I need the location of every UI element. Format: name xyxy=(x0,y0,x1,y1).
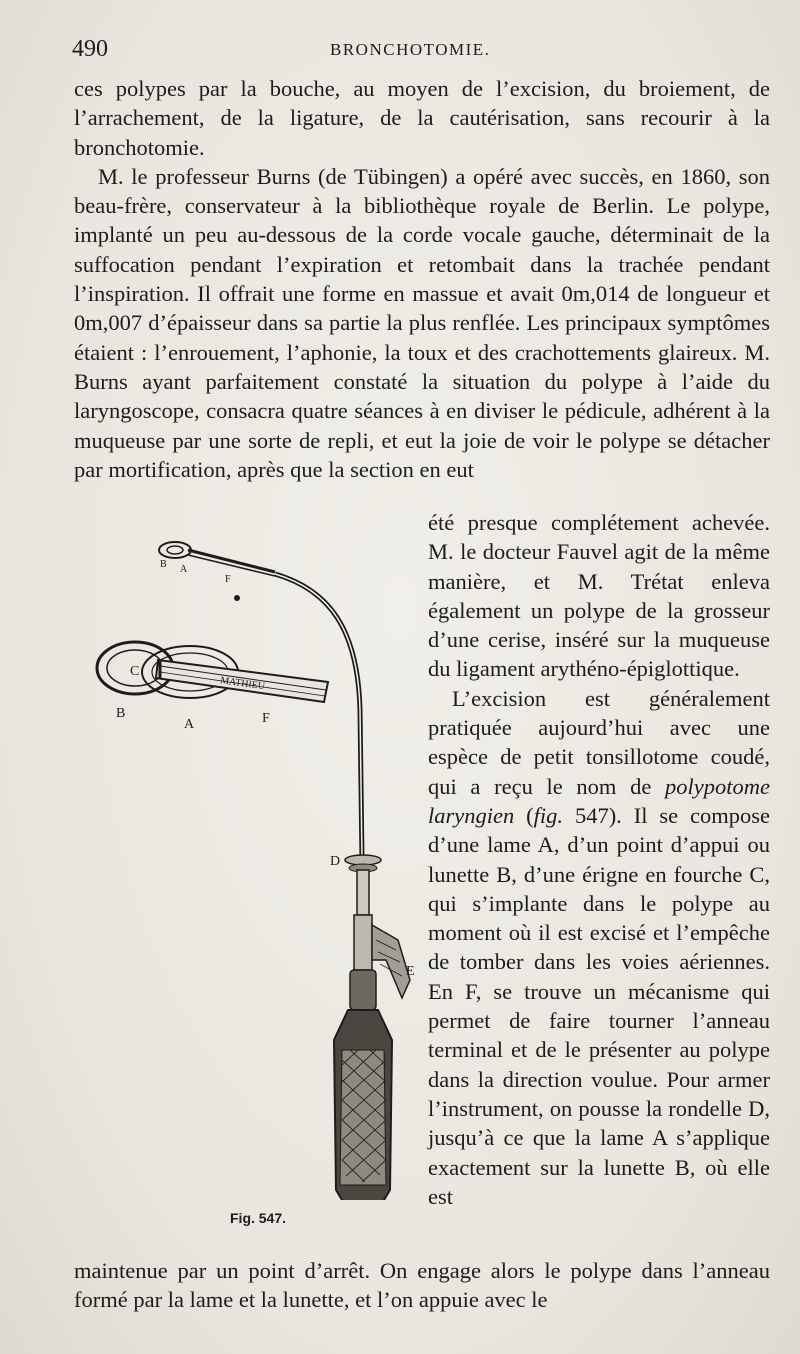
paragraph-3-text-b: 547). Il se compose d’une lame A, d’un point d’appui ou lunette B, d’une érigne en fourche C, qui s’implante dans le polype au moment où il est excisé et l’empêche de tomber dans les voies aériennes. En F, se trouve un mécanisme qui permet de faire tourner l’anneau terminal et de le présenter au polype dans la direction voulue. Pour armer l’instrument, on pousse la rondelle D, jusqu’à ce que la lame A s’applique exactement sur la lunette B, où elle est xyxy=(428,802,770,1209)
label-a: A xyxy=(184,717,195,732)
top-ring-detail xyxy=(159,542,275,576)
paragraph-1: ces polypes par la bouche, au moyen de l’excision, du broiement, de l’arrachement, de la ligature, de la cautérisation, sans recourir à la bronchotomie. xyxy=(74,76,770,160)
ink-dot xyxy=(234,595,240,601)
label-c: C xyxy=(130,664,140,679)
paragraph-3-text-a: L’excision est généralement pratiquée aujourd’hui avec une espèce de petit tonsillotome coudé, qui a reçu le nom de xyxy=(428,685,770,799)
paragraph-3 xyxy=(428,684,770,1211)
running-title: BRONCHOTOMIE. xyxy=(330,40,491,59)
label-a-top: A xyxy=(180,564,188,575)
top-text-block xyxy=(74,74,770,484)
label-e: E xyxy=(406,964,415,979)
handle-assembly xyxy=(334,855,410,1200)
bottom-text-block xyxy=(74,1256,770,1315)
figure-reference: fig. xyxy=(533,802,564,828)
label-d: D xyxy=(330,854,341,869)
paragraph-3-paren: ( xyxy=(514,802,534,828)
instrument-name: polypotome laryngien xyxy=(428,773,770,828)
figure-caption: Fig. 547. xyxy=(230,1210,287,1226)
label-b: B xyxy=(116,706,126,721)
engraving-mathieu: MATHIEU xyxy=(219,675,266,693)
polypotome-illustration xyxy=(80,520,425,1200)
paragraph-2-continuation: été presque complétement achevée. M. le docteur Fauvel agit de la même manière, et M. Trétat enleva également un polype de la grosseur d’une cerise, inséré sur la muqueuse du ligament arythéno-épiglottique. xyxy=(428,510,770,682)
page-number: 490 xyxy=(72,36,108,62)
label-f: F xyxy=(262,711,270,726)
curved-shaft xyxy=(275,574,362,860)
paragraph-2: M. le professeur Burns (de Tübingen) a opéré avec succès, en 1860, son beau-frère, conservateur à la bibliothèque royale de Berlin. Le polype, implanté un peu au-dessous de la corde vocale gauche, déterminait de la suffocation pendant l’expiration et retombait dans la trachée pendant l’inspiration. Il offrait une forme en massue et avait 0m,014 de longueur et 0m,007 d’épaisseur dans sa partie la plus renflée. Les principaux symptômes étaient : l’enrouement, l’aphonie, la toux et des crachottements glaireux. M. Burns ayant parfaitement constaté la situation du polype à l’aide du laryngoscope, consacra quatre séances à en diviser le pédicule, adhérent à la muqueuse par une sorte de repli, et eut la joie de voir le polype se détacher par mortification, après que la section en eut xyxy=(74,163,770,482)
figure-547 xyxy=(80,520,425,1226)
paragraph-3-continuation: maintenue par un point d’arrêt. On engage alors le polype dans l’anneau formé par la lame et la lunette, et l’on appuie avec le xyxy=(74,1258,770,1313)
page-header xyxy=(72,36,772,66)
side-text-block xyxy=(428,508,770,1211)
label-f-top: F xyxy=(225,574,231,585)
label-b-top: B xyxy=(160,559,167,570)
